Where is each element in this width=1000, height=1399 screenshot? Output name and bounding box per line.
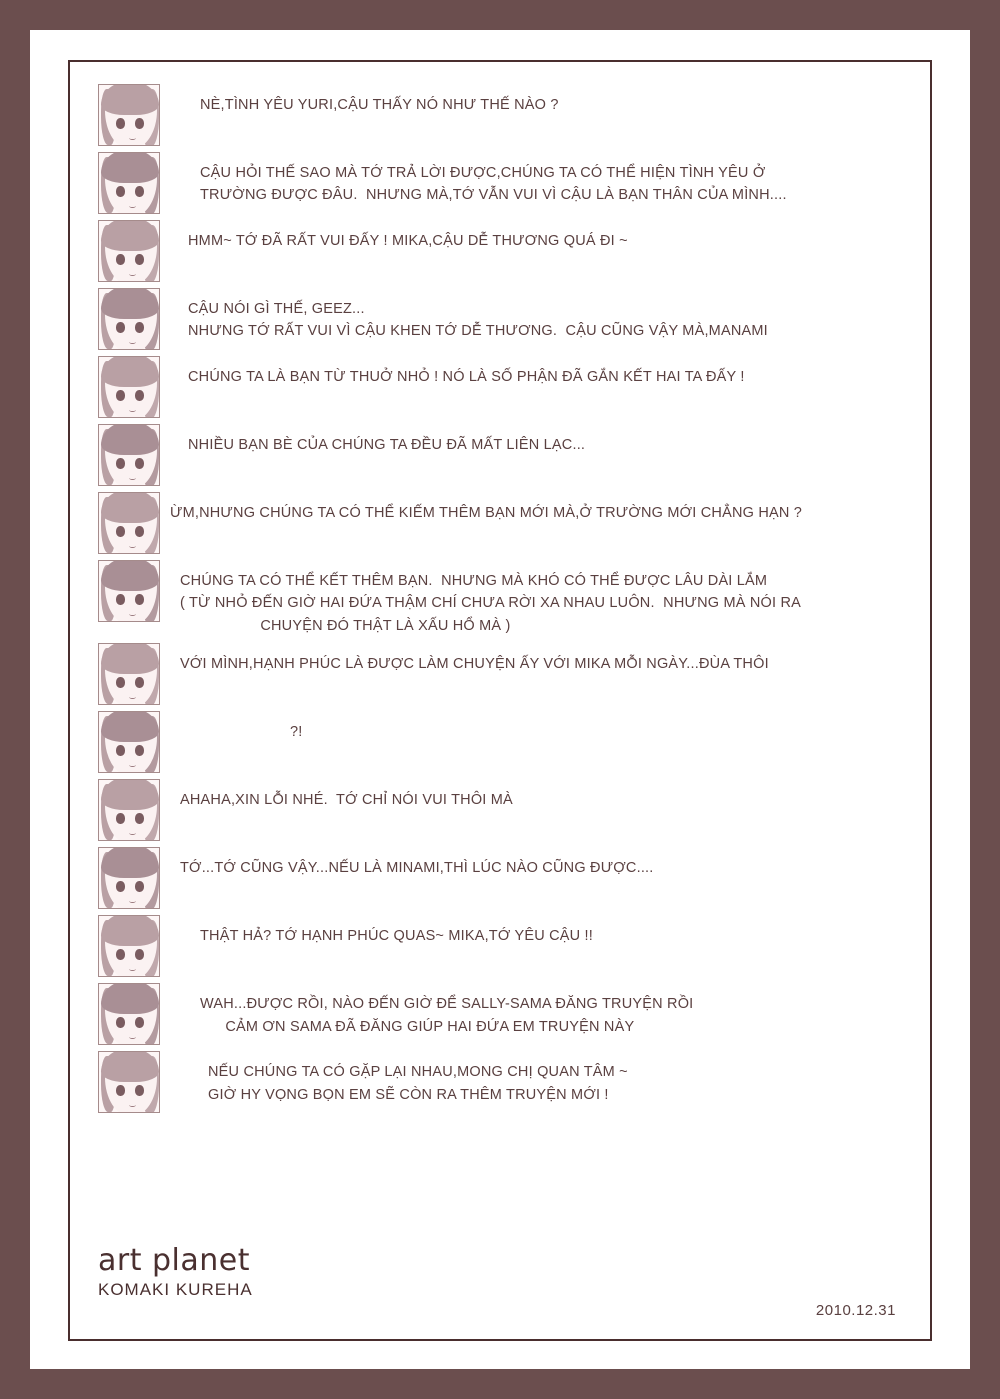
girl-face-portrait bbox=[98, 711, 160, 773]
dialogue-line: TRƯỜNG ĐƯỢC ĐÂU. NHƯNG MÀ,TỚ VẪN VUI VÌ CẬU LÀ BẠN THÂN CỦA MÌNH.... bbox=[200, 187, 787, 204]
dialogue-row bbox=[98, 152, 902, 214]
dialogue-row bbox=[98, 424, 902, 486]
dialogue-text bbox=[160, 643, 902, 675]
page-border-frame bbox=[68, 60, 932, 1341]
artist-name: KOMAKI KUREHA bbox=[98, 1280, 253, 1299]
dialogue-line: ?! bbox=[290, 724, 303, 741]
dialogue-row bbox=[98, 288, 902, 350]
girl-face-portrait bbox=[98, 288, 160, 350]
dialogue-line: TỚ...TỚ CŨNG VẬY...NẾU LÀ MINAMI,THÌ LÚC NÀO CŨNG ĐƯỢC.... bbox=[180, 860, 654, 877]
dialogue-line: CHÚNG TA LÀ BẠN TỪ THUỞ NHỎ ! NÓ LÀ SỐ PHẬN ĐÃ GẮN KẾT HAI TA ĐẤY ! bbox=[188, 369, 745, 385]
dialogue-line: HMM~ TỚ ĐÃ RẤT VUI ĐẤY ! MIKA,CẬU DỄ THƯƠNG QUÁ ĐI ~ bbox=[188, 233, 628, 249]
dialogue-text bbox=[160, 983, 902, 1038]
dialogue-line: CẬU HỎI THẾ SAO MÀ TỚ TRẢ LỜI ĐƯỢC,CHÚNG TA CÓ THỂ HIỆN TÌNH YÊU Ở bbox=[200, 165, 766, 181]
girl-face-portrait bbox=[98, 220, 160, 282]
dialogue-row bbox=[98, 220, 902, 282]
dialogue-text bbox=[160, 711, 902, 743]
dialogue-line: NHƯNG TỚ RẤT VUI VÌ CẬU KHEN TỚ DỄ THƯƠNG. CẬU CŨNG VẬY MÀ,MANAMI bbox=[188, 323, 768, 340]
dialogue-row bbox=[98, 915, 902, 977]
girl-face-portrait bbox=[98, 643, 160, 705]
page-paper bbox=[30, 30, 970, 1369]
dialogue-line: NẾU CHÚNG TA CÓ GẶP LẠI NHAU,MONG CHỊ QUAN TÂM ~ bbox=[208, 1064, 628, 1081]
dialogue-text bbox=[160, 779, 902, 811]
girl-face-portrait bbox=[98, 983, 160, 1045]
dialogue-row bbox=[98, 779, 902, 841]
girl-face-portrait bbox=[98, 560, 160, 622]
dialogue-text bbox=[160, 560, 902, 637]
dialogue-row bbox=[98, 643, 902, 705]
dialogue-line: VỚI MÌNH,HẠNH PHÚC LÀ ĐƯỢC LÀM CHUYỆN ẤY VỚI MIKA MỖI NGÀY...ĐÙA THÔI bbox=[180, 656, 769, 673]
dialogue-row bbox=[98, 1051, 902, 1113]
girl-face-portrait bbox=[98, 1051, 160, 1113]
dialogue-line: WAH...ĐƯỢC RỒI, NÀO ĐẾN GIỜ ĐỂ SALLY-SAMA ĐĂNG TRUYỆN RỒI bbox=[200, 996, 694, 1013]
dialogue-line: CHUYỆN ĐÓ THẬT LÀ XẤU HỔ MÀ ) bbox=[180, 617, 511, 634]
dialogue-line: GIỜ HY VỌNG BỌN EM SẼ CÒN RA THÊM TRUYỆN MỚI ! bbox=[208, 1086, 609, 1103]
dialogue-text bbox=[160, 152, 902, 207]
dialogue-line: THẬT HẢ? TỚ HẠNH PHÚC QUAS~ MIKA,TỚ YÊU CẬU !! bbox=[200, 928, 594, 945]
dialogue-line: ỪM,NHƯNG CHÚNG TA CÓ THỂ KIẾM THÊM BẠN MỚI MÀ,Ở TRƯỜNG MỚI CHẲNG HẠN ? bbox=[170, 505, 803, 521]
dialogue-text bbox=[160, 492, 902, 524]
dialogue-line: CHÚNG TA CÓ THỂ KẾT THÊM BẠN. NHƯNG MÀ KHÓ CÓ THỂ ĐƯỢC LÂU DÀI LẮM bbox=[180, 573, 768, 589]
girl-face-portrait bbox=[98, 915, 160, 977]
dialogue-line: NÈ,TÌNH YÊU YURI,CẬU THẤY NÓ NHƯ THẾ NÀO ? bbox=[200, 97, 559, 113]
girl-face-portrait bbox=[98, 492, 160, 554]
dialogue-row bbox=[98, 983, 902, 1045]
dialogue-line: ( TỪ NHỎ ĐẾN GIỜ HAI ĐỨA THẬM CHÍ CHƯA RỜI XA NHAU LUÔN. NHƯNG MÀ NÓI RA bbox=[180, 595, 802, 612]
dialogue-text bbox=[160, 220, 902, 252]
dialogue-text bbox=[160, 847, 902, 879]
dialogue-text bbox=[160, 1051, 902, 1106]
girl-face-portrait bbox=[98, 424, 160, 486]
girl-face-portrait bbox=[98, 356, 160, 418]
dialogue-row bbox=[98, 492, 902, 554]
dialogue-line: AHAHA,XIN LỖI NHÉ. TỚ CHỈ NÓI VUI THÔI MÀ bbox=[180, 792, 513, 809]
page-footer bbox=[98, 1243, 902, 1323]
dialogue-line: NHIỀU BẠN BÈ CỦA CHÚNG TA ĐỀU ĐÃ MẤT LIÊN LẠC... bbox=[188, 437, 586, 453]
dialogue-text bbox=[160, 288, 902, 343]
dialogue-text bbox=[160, 424, 902, 456]
girl-face-portrait bbox=[98, 84, 160, 146]
dialogue-line: CẢM ƠN SAMA ĐÃ ĐĂNG GIÚP HAI ĐỨA EM TRUYỆN NÀY bbox=[200, 1018, 635, 1035]
dialogue-list bbox=[70, 62, 930, 1339]
dialogue-text bbox=[160, 84, 902, 116]
girl-face-portrait bbox=[98, 847, 160, 909]
dialogue-row bbox=[98, 711, 902, 773]
dialogue-text bbox=[160, 356, 902, 388]
dialogue-text bbox=[160, 915, 902, 947]
dialogue-line: CẬU NÓI GÌ THẾ, GEEZ... bbox=[188, 301, 365, 317]
dialogue-row bbox=[98, 84, 902, 146]
dialogue-row bbox=[98, 847, 902, 909]
publish-date: 2010.12.31 bbox=[815, 1302, 896, 1319]
brand-title: art planet bbox=[98, 1243, 251, 1278]
girl-face-portrait bbox=[98, 152, 160, 214]
girl-face-portrait bbox=[98, 779, 160, 841]
dialogue-row bbox=[98, 356, 902, 418]
dialogue-row bbox=[98, 560, 902, 637]
